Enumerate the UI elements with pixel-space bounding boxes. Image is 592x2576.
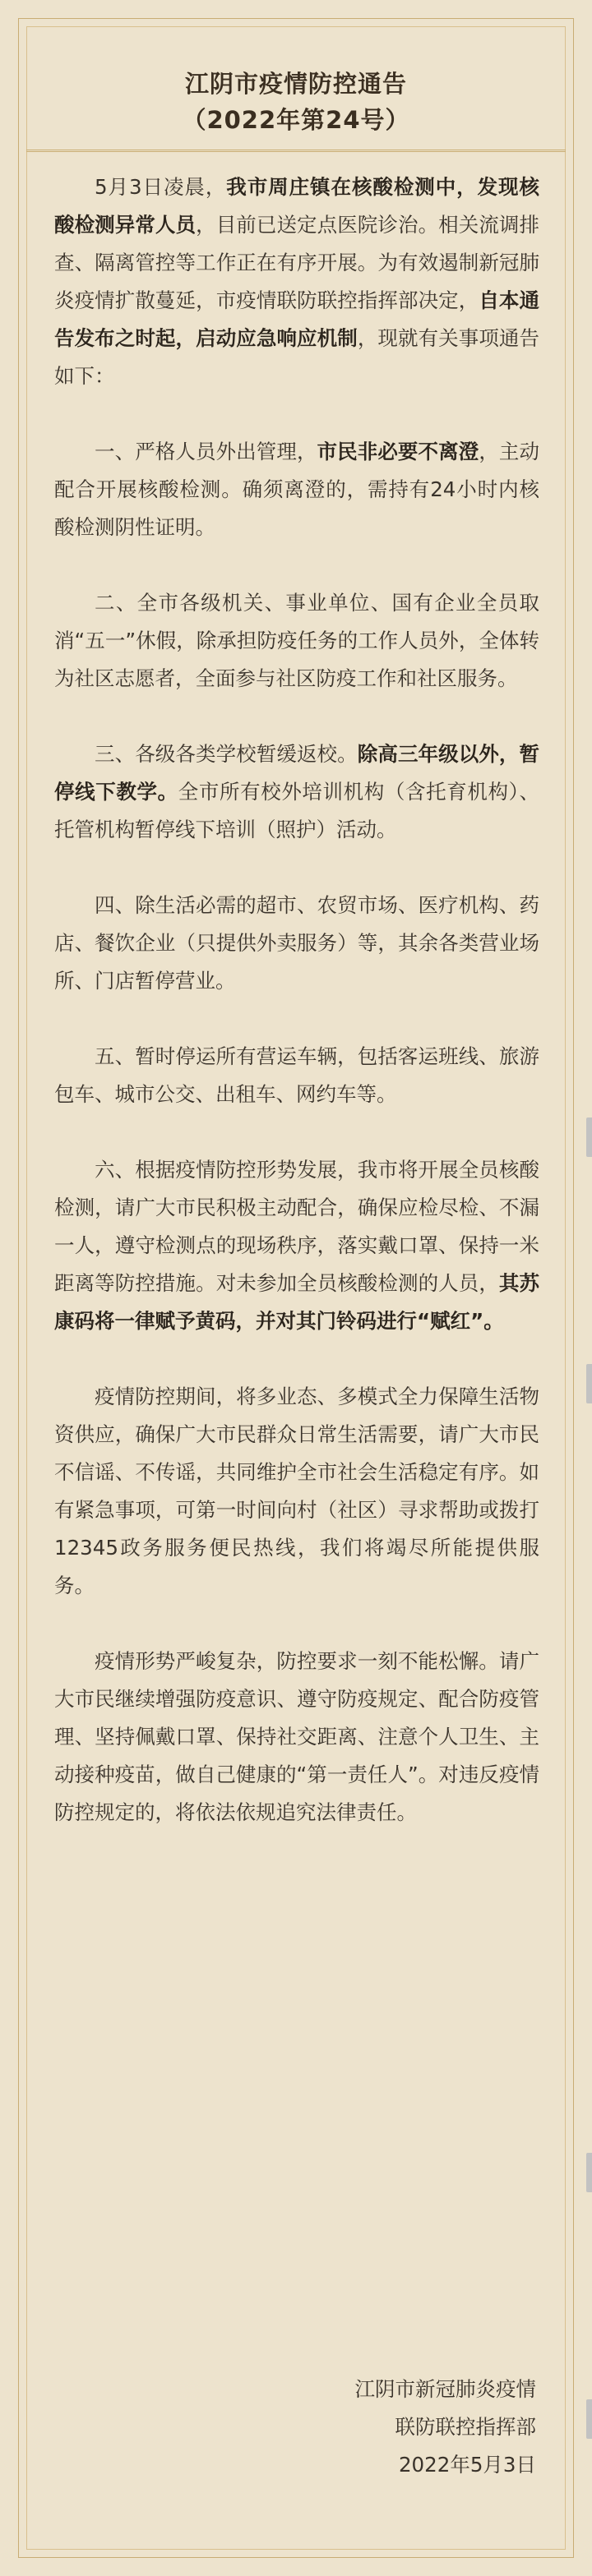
notice-number: （2022年第24号） xyxy=(182,106,410,134)
body-text: 五、暂时停运所有营运车辆，包括客运班线、旅游包车、城市公交、出租车、网约车等。 xyxy=(54,1044,539,1106)
title-divider xyxy=(26,150,566,152)
paragraph-intro xyxy=(54,168,539,395)
emphasis-text: 其苏康码将一律赋予黄码，并对其门铃码进行“赋红”。 xyxy=(54,1271,540,1333)
body-text: 疫情形势严峻复杂，防控要求一刻不能松懈。请广大市民继续增强防疫意识、遵守防疫规定、配合防疫管理、坚持佩戴口罩、保持社交距离、注意个人卫生、主动接种疫苗，做自己健康的“第一责任人”。对违反疫情防控规定的，将依法依规追究法律责任。 xyxy=(54,1649,539,1824)
body-text: ，现就有关事项通告如下： xyxy=(54,326,540,388)
emphasis-text: 市民非必要不离澄 xyxy=(317,440,479,463)
side-scroll-tab[interactable] xyxy=(586,2153,592,2192)
body-text: 四、除生活必需的超市、农贸市场、医疗机构、药店、餐饮企业（只提供外卖服务）等，其余各类营业场所、门店暂停营业。 xyxy=(54,893,539,993)
paragraph-item-3 xyxy=(54,735,539,849)
paragraph-item-4 xyxy=(54,887,539,1000)
body-text: 六、根据疫情防控形势发展，我市将开展全员核酸检测，请广大市民积极主动配合，确保应检尽检、不漏一人，遵守检测点的现场秩序，落实戴口罩、保持一米距离等防控措施。对未参加全员核酸检测的人员， xyxy=(54,1158,539,1295)
notice-title: 江阴市疫情防控通告 xyxy=(184,70,407,98)
notice-body xyxy=(54,168,539,1869)
signature-date: 2022年5月3日 xyxy=(398,2453,536,2477)
body-text: 5月3日凌晨， xyxy=(95,175,227,199)
paragraph-supply xyxy=(54,1378,539,1605)
signature-org-line2: 联防联控指挥部 xyxy=(395,2415,536,2439)
paragraph-item-1 xyxy=(54,433,539,546)
body-text: 三、各级各类学校暂缓返校。 xyxy=(95,742,358,766)
paragraph-item-2 xyxy=(54,584,539,698)
side-scroll-tab[interactable] xyxy=(586,2399,592,2439)
emphasis-text: 除高三年级以外，暂停线下教学。 xyxy=(54,742,540,804)
body-text: 疫情防控期间，将多业态、多模式全力保障生活物资供应，确保广大市民群众日常生活需要，请广大市民不信谣、不传谣，共同维护全市社会生活稳定有序。如有紧急事项，可第一时间向村（社区）寻求帮助或拨打12345政务服务便民热线，我们将竭尽所能提供服务。 xyxy=(54,1385,539,1597)
paragraph-item-5 xyxy=(54,1038,539,1113)
body-text: 全市所有校外培训机构（含托育机构）、托管机构暂停线下培训（照护）活动。 xyxy=(54,780,539,841)
body-text: ，目前已送定点医院诊治。相关流调排查、隔离管控等工作正在有序开展。为有效遏制新冠肺炎疫情扩散蔓延，市疫情联防联控指挥部决定， xyxy=(54,213,539,312)
body-text: 一、严格人员外出管理， xyxy=(95,440,317,463)
side-scroll-tab[interactable] xyxy=(586,1117,592,1157)
emphasis-text: 自本通告发布之时起，启动应急响应机制 xyxy=(54,288,540,350)
signature-org-line1: 江阴市新冠肺炎疫情 xyxy=(354,2377,536,2401)
paragraph-closing xyxy=(54,1643,539,1832)
body-text: 二、全市各级机关、事业单位、国有企业全员取消“五一”休假，除承担防疫任务的工作人员外，全体转为社区志愿者，全面参与社区防疫工作和社区服务。 xyxy=(54,591,539,690)
body-text: ，主动配合开展核酸检测。确须离澄的，需持有24小时内核酸检测阴性证明。 xyxy=(54,440,540,539)
emphasis-text: 我市周庄镇在核酸检测中，发现核酸检测异常人员 xyxy=(54,175,539,237)
paragraph-item-6 xyxy=(54,1151,539,1340)
side-scroll-tab[interactable] xyxy=(586,1364,592,1403)
